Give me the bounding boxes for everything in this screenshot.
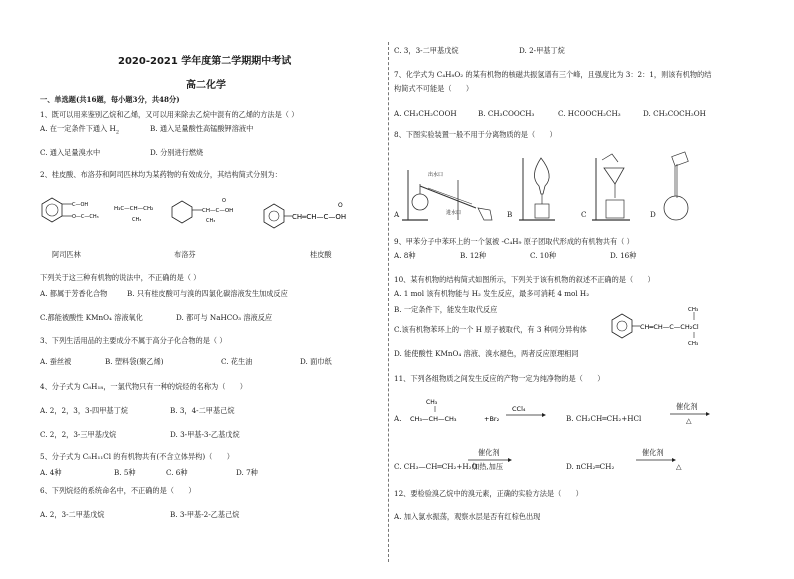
q3-option-a: A. 蚕丝被 [40, 357, 72, 366]
svg-text:H₃C—CH—CH₂: H₃C—CH—CH₂ [114, 206, 154, 212]
q8-option-c: C [581, 210, 587, 219]
q10-option-b: B. 一定条件下，能发生取代反应 [394, 305, 498, 314]
q10-option-c: C.该有机物苯环上的一个 H 原子被取代，有 3 种同分异构体 [394, 325, 587, 334]
q9-stem: 9、甲苯分子中苯环上的一个氢被 -C₄H₉ 原子团取代形成的有机物共有（ ） [394, 237, 634, 246]
q2-option-d: D. 都可与 NaHCO₃ 溶液反应 [176, 313, 273, 322]
svg-text:O—C—CH₃: O—C—CH₃ [72, 214, 99, 220]
volumetric-flask [655, 150, 701, 222]
q6-option-b: B. 3-甲基-2-乙基己烷 [170, 510, 240, 519]
svg-text:CH₃: CH₃ [206, 218, 216, 224]
q3-option-b: B. 塑料袋(聚乙烯) [105, 357, 164, 366]
q7-option-b: B. CH₃COOCH₃ [478, 109, 535, 118]
q4-option-c: C. 2，2，3-三甲基戊烷 [40, 430, 117, 439]
q7-option-d: D. CH₃COCH₂OH [643, 109, 706, 118]
q7-option-a: A. CH₃CH₂COOH [394, 109, 457, 118]
q11-stem: 11、下列各组物质之间发生反应的产物一定为纯净物的是（ ） [394, 374, 605, 383]
svg-text:CH₃: CH₃ [132, 217, 142, 223]
q5-option-d: D. 7种 [236, 468, 258, 477]
q11-b-heat: △ [686, 416, 692, 425]
q7-stem-line1: 7、化学式为 C₄H₈O₂ 的某有机物的核磁共振氢谱有三个峰，且强度比为 3：2：1，则该有机物的结 [394, 70, 712, 79]
q9-option-b: B. 12种 [460, 251, 487, 260]
q11-c-catalyst: 催化剂 [478, 448, 500, 457]
q8-option-b: B [507, 210, 513, 219]
q10-ch3-top: CH₃ [688, 307, 699, 313]
q9-option-c: C. 10种 [530, 251, 557, 260]
q7-stem-line2: 构简式不可能是（ ） [394, 84, 474, 93]
q2-stem: 2、桂皮酸、布洛芬和阿司匹林均为某药物的有效成分，其结构简式分别为： [40, 170, 282, 179]
q11-c-condition: 加热,加压 [472, 462, 504, 471]
label-aspirin: 阿司匹林 [52, 250, 81, 259]
q8-option-d: D [650, 210, 656, 219]
q5-option-b: B. 5种 [114, 468, 136, 477]
q6-option-a: A. 2，3-二甲基戊烷 [40, 510, 105, 519]
cinnamic-o-text: O [338, 202, 343, 209]
label-ibuprofen: 布洛芬 [174, 250, 196, 259]
q2-option-a: A. 都属于芳香化合物 [40, 289, 108, 298]
column-divider [388, 42, 389, 562]
q11-option-a-prefix: A. [394, 414, 402, 423]
q12-stem: 12、要检验溴乙烷中的溴元素，正确的实验方法是（ ） [394, 489, 583, 498]
q9-option-a: A. 8种 [394, 251, 416, 260]
q1-option-b: B. 通入足量酸性高锰酸钾溶液中 [150, 124, 254, 133]
q11-a-ch3: CH₃ [426, 399, 438, 406]
q8-stem: 8、下图实验装置一般不用于分离物质的是（ ） [394, 130, 557, 139]
section-heading: 一、单选题(共16题，每小题3分，共48分) [40, 95, 180, 104]
svg-text:O: O [222, 198, 226, 204]
q11-b-catalyst: 催化剂 [676, 402, 698, 411]
q11-a-reagent: +Br₂ [484, 415, 500, 423]
q9-option-d: D. 16种 [610, 251, 637, 260]
cinnamic-acid-structure [262, 200, 382, 230]
q10-stem: 10、某有机物的结构简式如图所示，下列关于该有机物的叙述不正确的是（ ） [394, 275, 655, 284]
label-water-out: 出水口 [428, 172, 444, 178]
q1-stem: 1、既可以用来鉴别乙烷和乙烯，又可以用来除去乙烷中混有的乙烯的方法是（ ） [40, 110, 299, 119]
q10-option-d: D. 能使酸性 KMnO₄ 溶液、溴水褪色，两者反应原理相同 [394, 349, 579, 358]
q2-option-b: B. 只有桂皮酸可与溴的四氯化碳溶液发生加成反应 [127, 289, 288, 298]
q2-option-c: C.都能被酸性 KMnO₄ 溶液氧化 [40, 313, 143, 322]
aspirin-structure [38, 190, 108, 230]
exam-title: 2020-2021 学年度第二学期期中考试 [118, 56, 292, 67]
q11-d-heat: △ [676, 462, 682, 471]
q3-option-d: D. 面巾纸 [300, 357, 332, 366]
q8-option-a: A [394, 210, 400, 219]
q5-option-a: A. 4种 [40, 468, 62, 477]
q10-chain-text: CH═CH—C—CH₂Cl [640, 323, 699, 331]
q3-stem: 3、下列生活用品的主要成分不属于高分子化合物的是（ ） [40, 336, 227, 345]
q5-option-c: C. 6种 [166, 468, 188, 477]
label-cinnamic-acid: 桂皮酸 [310, 250, 332, 259]
q10-ch3-bottom: CH₃ [688, 341, 699, 346]
q6-option-c: C. 3，3-二甲基戊烷 [394, 46, 459, 55]
svg-text:C—OH: C—OH [72, 202, 89, 208]
q1-option-c: C. 通入足量溴水中 [40, 148, 101, 157]
q5-stem: 5、分子式为 C₅H₁₁Cl 的有机物共有(不含立体异构)（ ） [40, 452, 234, 461]
q10-option-a: A. 1 mol 该有机物能与 H₂ 发生反应，最多可消耗 4 mol H₂ [394, 289, 590, 298]
svg-text:CH—C—OH: CH—C—OH [202, 208, 234, 214]
q1-option-a: A. 在一定条件下通入 $H_2$ [40, 124, 120, 136]
q11-a-condition: CCl₄ [512, 405, 526, 413]
ibuprofen-structure [112, 193, 252, 227]
q4-option-d: D. 3-甲基-3-乙基戊烷 [170, 430, 240, 439]
q3-option-c: C. 花生油 [221, 357, 253, 366]
q7-option-c: C. HCOOCH₂CH₃ [558, 109, 621, 118]
q11-option-d: D. nCH₂═CH₂ [566, 462, 615, 471]
q6-option-d: D. 2-甲基丁烷 [519, 46, 565, 55]
label-water-in: 进水口 [446, 210, 462, 216]
q2-question: 下列关于这三种有机物的说法中，不正确的是（ ） [40, 273, 201, 282]
q11-d-arrow [636, 457, 676, 463]
q1-option-d: D. 分别进行燃烧 [150, 148, 204, 157]
q4-stem: 4、分子式为 C₈H₁₈，一氯代物只有一种的烷烃的名称为（ ） [40, 382, 247, 391]
filtration-apparatus [588, 150, 638, 222]
q12-option-a: A. 加入氯水振荡，观察水层是否有红棕色出现 [394, 512, 541, 521]
cinnamic-chain-text: CH═CH—C—OH [292, 213, 347, 221]
q4-option-b: B. 3，4-二甲基己烷 [170, 406, 235, 415]
q11-option-b: B. CH₂CH═CH₂+HCl [566, 414, 642, 423]
q10-structure [610, 306, 755, 346]
exam-subject: 高二化学 [186, 80, 226, 91]
q11-d-catalyst: 催化剂 [642, 448, 664, 457]
q4-option-a: A. 2，2，3，3-四甲基丁烷 [40, 406, 128, 415]
q6-stem: 6、下列烷烃的系统命名中，不正确的是（ ） [40, 486, 196, 495]
q11-option-c: C. CH₃—CH═CH₂+H₂O [394, 462, 478, 471]
distillation-apparatus [398, 150, 498, 224]
q11-option-a-formula [408, 396, 548, 428]
q11-a-chain: CH₃—CH—CH₃ [410, 415, 457, 423]
separatory-funnel [515, 152, 565, 222]
